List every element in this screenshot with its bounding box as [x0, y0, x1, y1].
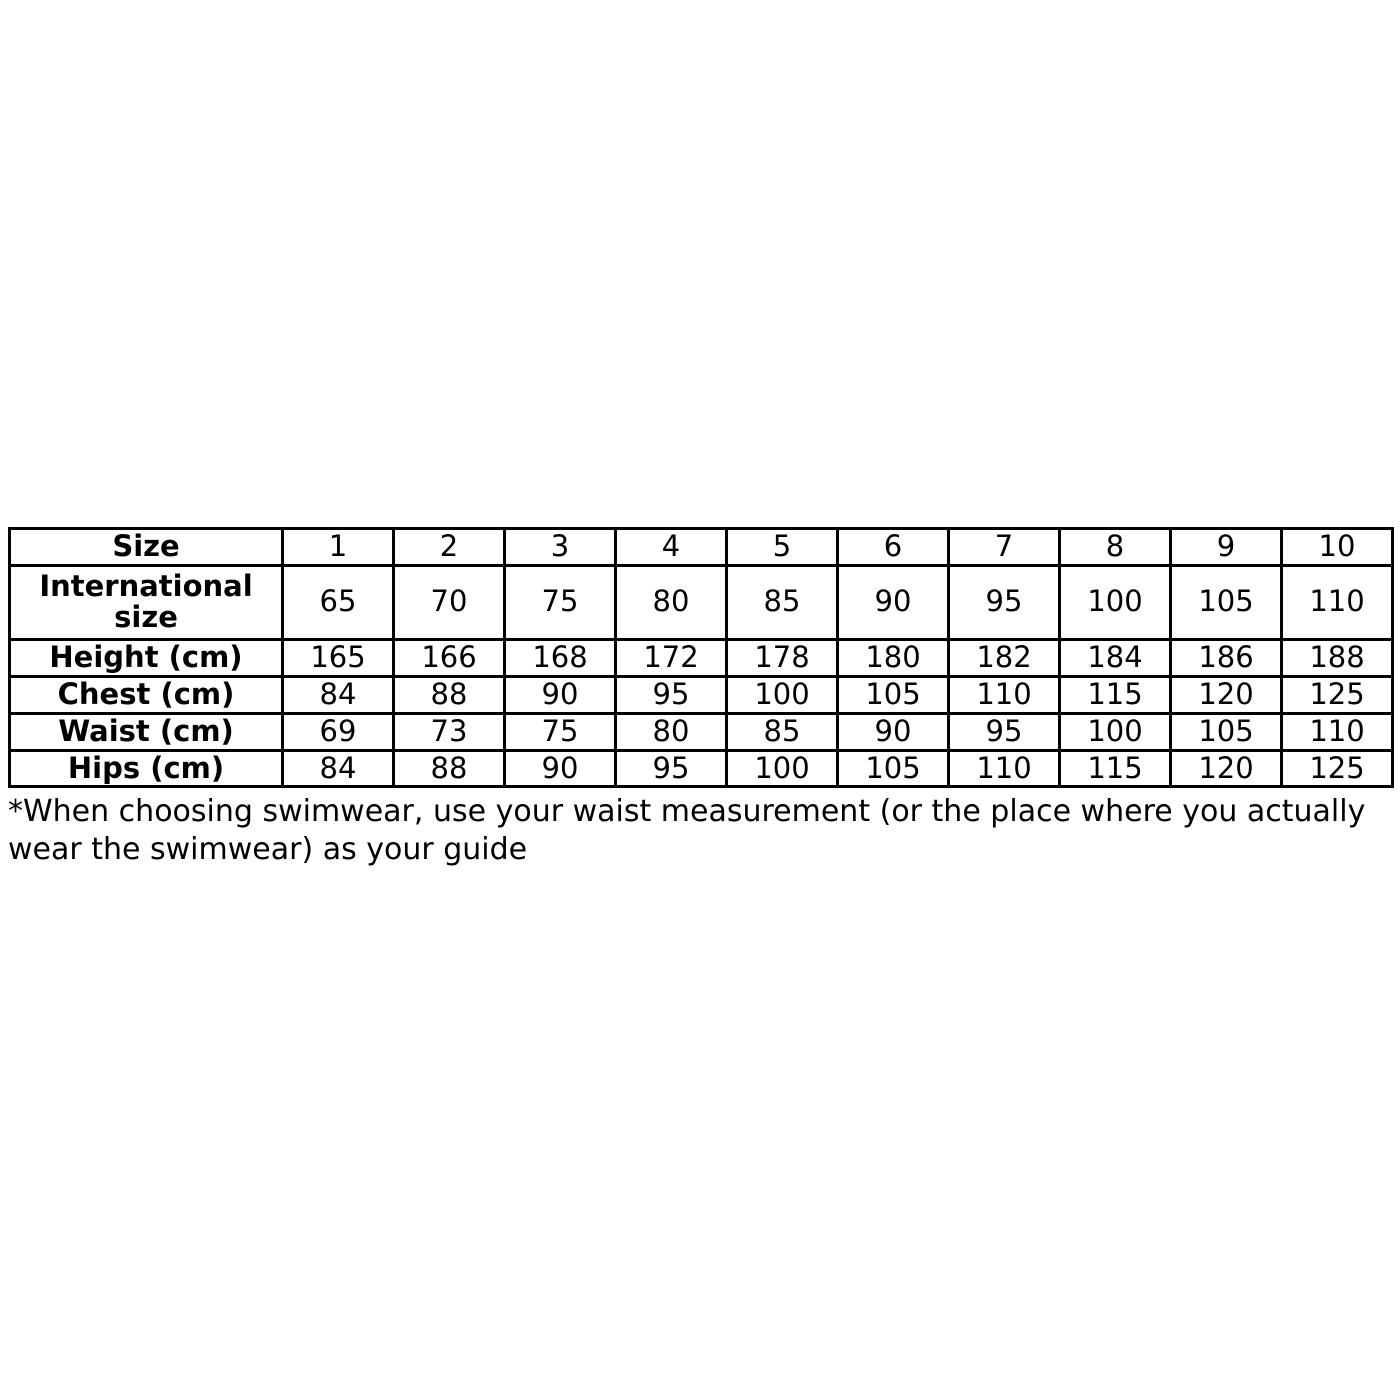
- value-cell: 95: [616, 676, 727, 713]
- value-cell: 88: [394, 750, 505, 787]
- row-label: Hips (cm): [10, 750, 283, 787]
- value-cell: 110: [949, 676, 1060, 713]
- value-cell: 3: [505, 529, 616, 566]
- value-cell: 90: [505, 750, 616, 787]
- value-cell: 178: [727, 639, 838, 676]
- value-cell: 166: [394, 639, 505, 676]
- value-cell: 80: [616, 565, 727, 639]
- value-cell: 182: [949, 639, 1060, 676]
- value-cell: 84: [283, 750, 394, 787]
- value-cell: 125: [1282, 676, 1393, 713]
- value-cell: 88: [394, 676, 505, 713]
- value-cell: 9: [1171, 529, 1282, 566]
- value-cell: 188: [1282, 639, 1393, 676]
- value-cell: 75: [505, 713, 616, 750]
- value-cell: 105: [1171, 713, 1282, 750]
- value-cell: 120: [1171, 750, 1282, 787]
- table-row: [10, 529, 1393, 566]
- table-row: [10, 713, 1393, 750]
- value-cell: 69: [283, 713, 394, 750]
- swimwear-footnote: *When choosing swimwear, use your waist measurement (or the place where you actually wear the swimwear) as your guide: [8, 794, 1366, 867]
- table-row: [10, 750, 1393, 787]
- value-cell: 105: [838, 676, 949, 713]
- value-cell: 75: [505, 565, 616, 639]
- value-cell: 172: [616, 639, 727, 676]
- value-cell: 95: [949, 565, 1060, 639]
- value-cell: 95: [949, 713, 1060, 750]
- value-cell: 90: [838, 713, 949, 750]
- row-label: Height (cm): [10, 639, 283, 676]
- value-cell: 84: [283, 676, 394, 713]
- table-row: [10, 639, 1393, 676]
- value-cell: 115: [1060, 750, 1171, 787]
- value-cell: 168: [505, 639, 616, 676]
- value-cell: 115: [1060, 676, 1171, 713]
- table-row: [10, 676, 1393, 713]
- value-cell: 110: [1282, 565, 1393, 639]
- size-chart-table-body: [10, 529, 1393, 787]
- value-cell: 65: [283, 565, 394, 639]
- value-cell: 105: [838, 750, 949, 787]
- value-cell: 2: [394, 529, 505, 566]
- row-label: Size: [10, 529, 283, 566]
- value-cell: 73: [394, 713, 505, 750]
- value-cell: 186: [1171, 639, 1282, 676]
- value-cell: 100: [727, 676, 838, 713]
- value-cell: 90: [505, 676, 616, 713]
- value-cell: 10: [1282, 529, 1393, 566]
- value-cell: 8: [1060, 529, 1171, 566]
- value-cell: 180: [838, 639, 949, 676]
- row-label: Waist (cm): [10, 713, 283, 750]
- value-cell: 100: [727, 750, 838, 787]
- value-cell: 120: [1171, 676, 1282, 713]
- row-label: Chest (cm): [10, 676, 283, 713]
- value-cell: 110: [949, 750, 1060, 787]
- value-cell: 90: [838, 565, 949, 639]
- value-cell: 184: [1060, 639, 1171, 676]
- table-row: [10, 565, 1393, 639]
- size-chart-content: [8, 527, 1394, 868]
- value-cell: 100: [1060, 713, 1171, 750]
- value-cell: 100: [1060, 565, 1171, 639]
- value-cell: 95: [616, 750, 727, 787]
- value-cell: 125: [1282, 750, 1393, 787]
- value-cell: 4: [616, 529, 727, 566]
- value-cell: 1: [283, 529, 394, 566]
- value-cell: 105: [1171, 565, 1282, 639]
- value-cell: 85: [727, 565, 838, 639]
- value-cell: 70: [394, 565, 505, 639]
- value-cell: 7: [949, 529, 1060, 566]
- size-chart-table: [8, 527, 1394, 788]
- value-cell: 5: [727, 529, 838, 566]
- value-cell: 85: [727, 713, 838, 750]
- row-label: International size: [10, 565, 283, 639]
- value-cell: 110: [1282, 713, 1393, 750]
- value-cell: 165: [283, 639, 394, 676]
- value-cell: 80: [616, 713, 727, 750]
- value-cell: 6: [838, 529, 949, 566]
